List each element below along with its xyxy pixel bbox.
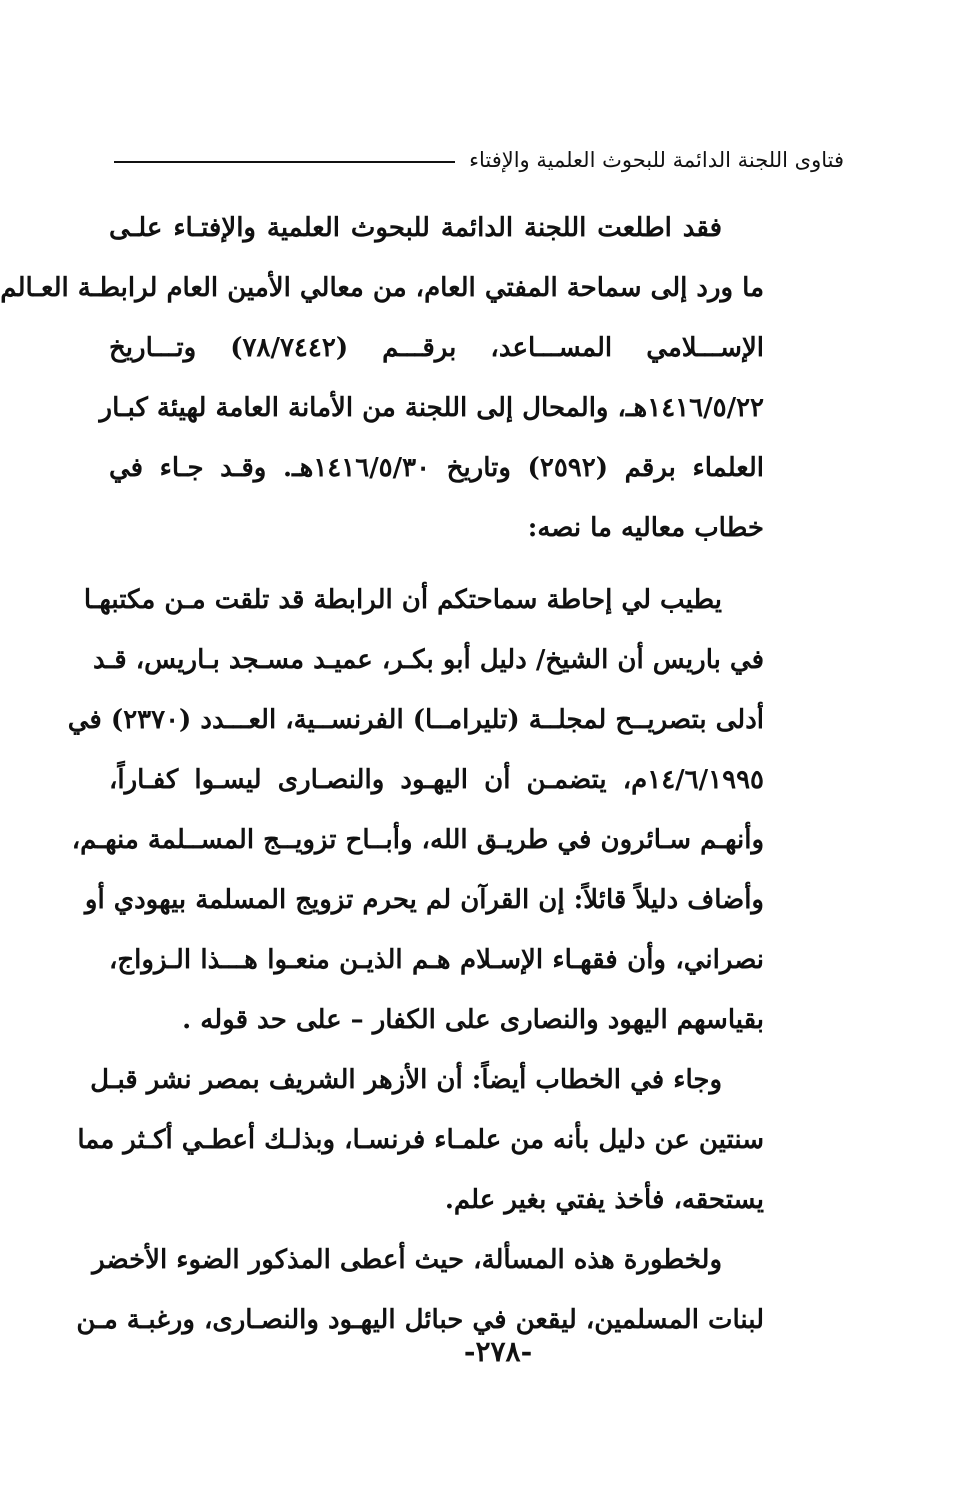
page-number: -٢٧٨- [463, 1335, 533, 1368]
text-line: في باريس أن الشيخ/ دليل أبو بكـر، عميـد مسـجد بـاريس، قـد [93, 645, 764, 675]
text-line: لبنات المسلمين، ليقعن في حبائل اليهـود والنصـارى، ورغبـة مـن [76, 1305, 764, 1335]
text-line: وجاء في الخطاب أيضاً: أن الأزهر الشريف بمصر نشر قبـل [90, 1065, 722, 1095]
header-rule [114, 161, 455, 163]
text-line: فقد اطلعت اللجنة الدائمة للبحوث العلمية والإفتـاء علـى [109, 213, 722, 243]
body-text [0, 198, 764, 1350]
text-line: نصراني، وأن فقهـاء الإسـلام هـم الذيـن منعـوا هـــذا الـزواج، [109, 945, 764, 975]
text-line: ما ورد إلى سماحة المفتي العام، من معالي الأمين العام لرابطـة العـالم [0, 273, 764, 303]
text-line: ١٤/٦/١٩٩٥م، يتضمـن أن اليهـود والنصـارى ليسـوا كفـاراً، [109, 765, 764, 795]
text-line: أدلى بتصريــح لمجلــة (تليرامــا) الفرنســية، العـــدد (٢٣٧٠) في [67, 705, 764, 735]
text-line: وأضاف دليلاً قائلاً: إن القرآن لم يحرم تزويج المسلمة بيهودي أو [84, 885, 764, 915]
text-line: وأنهـم سـائرون في طريـق الله، وأبــاح تزويــج المســلمة منهـم، [71, 825, 764, 855]
text-line: يستحقه، فأخذ يفتي بغير علم. [444, 1185, 764, 1215]
text-line: خطاب معاليه ما نصه: [527, 513, 764, 543]
book-title: فتاوى اللجنة الدائمة للبحوث العلمية والإفتاء [469, 148, 844, 172]
text-line: الإســـلامي المســـاعد، برقـــم (٧٨/٧٤٤٢) وتـــاريخ [109, 333, 764, 363]
text-line: سنتين عن دليل بأنه من علمـاء فرنسـا، وبذلـك أعطـي أكـثر مما [77, 1125, 764, 1155]
text-line: ١٤١٦/٥/٢٢هـ، والمحال إلى اللجنة من الأمانة العامة لهيئة كبـار [99, 393, 764, 423]
text-line: بقياسهم اليهود والنصارى على الكفار – على حد قوله . [182, 1005, 764, 1035]
text-line: العلماء برقم (٢٥٩٢) وتاريخ ١٤١٦/٥/٣٠هـ. وقـد جـاء في [109, 453, 764, 483]
text-line: يطيب لي إحاطة سماحتكم أن الرابطة قد تلقت مـن مكتبهـا [83, 585, 722, 615]
text-line: ولخطورة هذه المسألة، حيث أعطى المذكور الضوء الأخضر [92, 1245, 722, 1275]
running-header [114, 142, 844, 178]
